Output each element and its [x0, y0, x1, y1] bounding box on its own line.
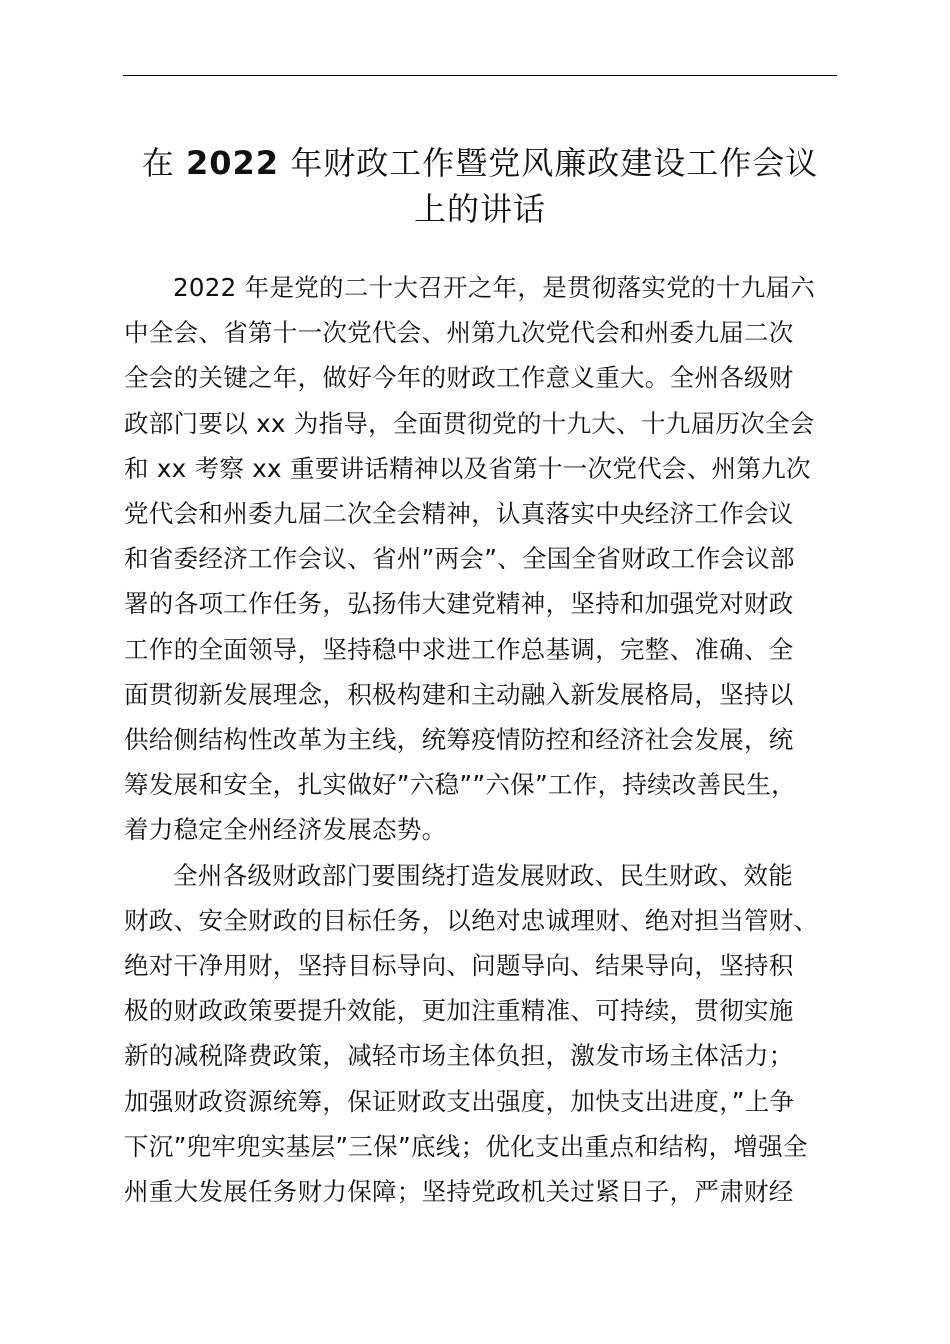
paragraph-line: 着力稳定全州经济发展态势。: [124, 815, 447, 845]
paragraph-line: 加强财政资源统筹，保证财政支出强度，加快支出进度，”上争: [124, 1086, 795, 1116]
paragraph-line: 和 xx 考察 xx 重要讲话精神以及省第十一次党代会、州第九次: [124, 453, 811, 483]
paragraph-line: 署的各项工作任务，弘扬伟大建党精神，坚持和加强党对财政: [124, 589, 794, 619]
paragraph-line: 全会的关键之年，做好今年的财政工作意义重大。全州各级财: [124, 363, 794, 393]
document-title: [112, 140, 848, 232]
paragraph-line: 极的财政政策要提升效能，更加注重精准、可持续，贯彻实施: [124, 996, 794, 1026]
paragraph-2: [124, 853, 854, 1215]
paragraph-line: 政部门要以 xx 为指导，全面贯彻党的十九大、十九届历次全会: [124, 408, 815, 438]
title-line-2: 上的讲话: [413, 190, 546, 228]
paragraph-line: 2022 年是党的二十大召开之年，是贯彻落实党的十九届六: [173, 273, 816, 302]
title-suffix: 年财政工作暨党风廉政建设工作会议: [279, 144, 819, 182]
paragraph-line: 和省委经济工作会议、省州”两会”、全国全省财政工作会议部: [124, 544, 795, 574]
paragraph-line: 全州各级财政部门要围绕打造发展财政、民生财政、效能: [173, 860, 793, 890]
paragraph-line: 新的减税降费政策，减轻市场主体负担，激发市场主体活力；: [124, 1041, 794, 1071]
header-rule: [123, 75, 837, 76]
paragraph-line: 下沉”兜牢兜实基层”三保”底线；优化支出重点和结构，增强全: [124, 1131, 808, 1161]
paragraph-line: 财政、安全财政的目标任务，以绝对忠诚理财、绝对担当管财、: [124, 905, 819, 935]
paragraph-line: 工作的全面领导，坚持稳中求进工作总基调，完整、准确、全: [124, 634, 794, 664]
title-year: 2022: [185, 144, 280, 182]
paragraph-line: 州重大发展任务财力保障；坚持党政机关过紧日子，严肃财经: [124, 1177, 794, 1207]
title-line-1: [112, 140, 848, 186]
paragraph-line: 党代会和州委九届二次全会精神，认真落实中央经济工作会议: [124, 499, 794, 529]
paragraph-line: 面贯彻新发展理念，积极构建和主动融入新发展格局，坚持以: [124, 679, 794, 709]
title-prefix: 在: [141, 144, 186, 182]
paragraph-line: 供给侧结构性改革为主线，统筹疫情防控和经济社会发展，统: [124, 725, 794, 755]
paragraph-1: [124, 265, 854, 853]
body-text: [124, 265, 854, 1214]
paragraph-line: 绝对干净用财，坚持目标导向、问题导向、结果导向，坚持积: [124, 951, 794, 981]
paragraph-line: 筹发展和安全，扎实做好”六稳””六保”工作，持续改善民生，: [124, 770, 796, 800]
paragraph-line: 中全会、省第十一次党代会、州第九次党代会和州委九届二次: [124, 318, 794, 348]
